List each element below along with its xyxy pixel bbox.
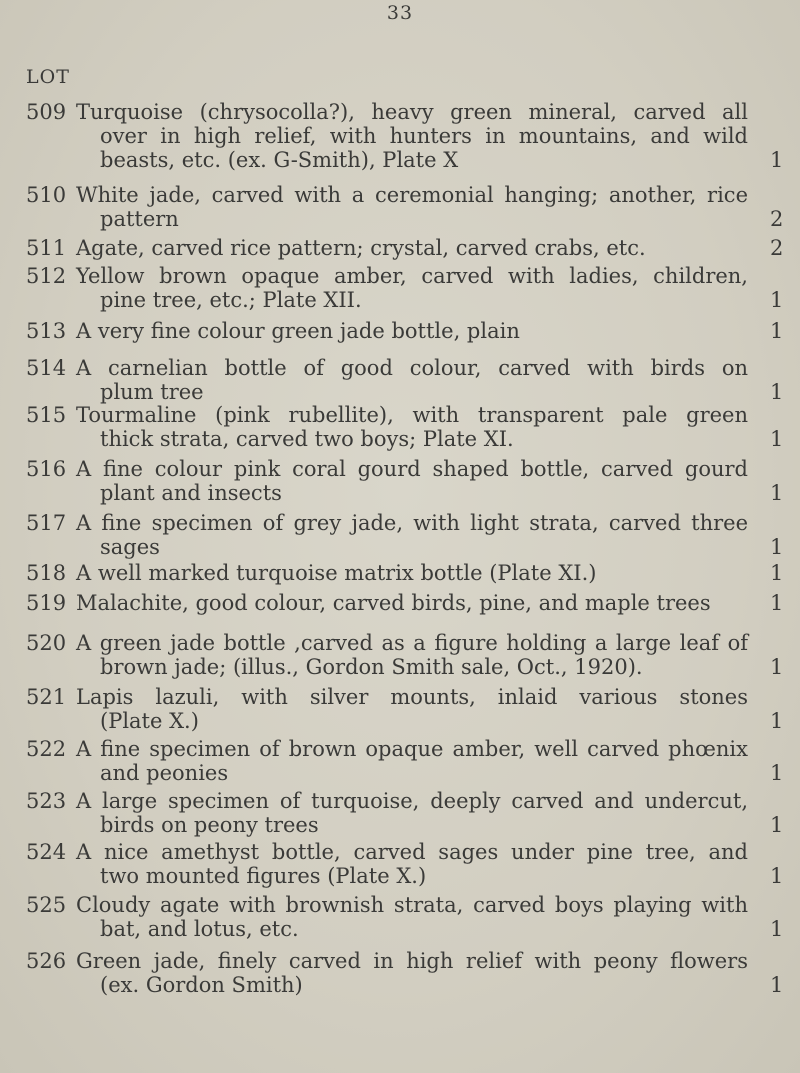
lot-description [76,319,748,343]
lot-number: 516 [26,457,67,481]
description-line: and peonies [100,761,229,785]
lot-quantity: 1 [770,535,784,559]
lot-quantity: 1 [770,917,784,941]
lot-quantity: 1 [770,655,784,679]
lot-quantity: 1 [770,427,784,451]
lot-description [76,561,748,585]
lot-number: 525 [26,893,67,917]
lot-number: 510 [26,183,67,207]
lot-description [76,183,748,231]
lot-number: 513 [26,319,67,343]
lot-number: 517 [26,511,67,535]
lot-description [76,100,748,172]
description-line: Turquoise (chrysocolla?), heavy green mineral, carved all [76,100,748,124]
description-line: White jade, carved with a ceremonial hanging; another, rice [76,183,748,207]
description-line: pine tree, etc.; Plate XII. [100,288,362,312]
lot-description [76,403,748,451]
lot-quantity: 1 [770,864,784,888]
description-line: (Plate X.) [100,709,199,733]
lot-description [76,737,748,785]
lot-quantity: 1 [770,481,784,505]
description-line: A nice amethyst bottle, carved sages under pine tree, and [76,840,748,864]
description-line: brown jade; (illus., Gordon Smith sale, Oct., 1920). [100,655,643,679]
description-line: A fine colour pink coral gourd shaped bottle, carved gourd [76,457,748,481]
lot-description [76,264,748,312]
lot-description [76,631,748,679]
description-line: A fine specimen of brown opaque amber, well carved phœnix [76,737,748,761]
lot-quantity: 1 [770,973,784,997]
description-line: A fine specimen of grey jade, with light strata, carved three [76,511,748,535]
lot-number: 520 [26,631,67,655]
lot-quantity: 1 [770,288,784,312]
lot-quantity: 1 [770,709,784,733]
lot-quantity: 1 [770,591,784,615]
description-line: Lapis lazuli, with silver mounts, inlaid various stones [76,685,748,709]
lot-number: 523 [26,789,67,813]
lot-description [76,685,748,733]
description-line: two mounted figures (Plate X.) [100,864,427,888]
description-line: Cloudy agate with brownish strata, carved boys playing with [76,893,748,917]
lot-description [76,789,748,837]
description-line: A green jade bottle ,carved as a figure holding a large leaf of [76,631,748,655]
description-line: pattern [100,207,179,231]
lot-description [76,457,748,505]
description-line: A large specimen of turquoise, deeply carved and undercut, [76,789,748,813]
lot-number: 522 [26,737,67,761]
description-line: birds on peony trees [100,813,319,837]
lot-number: 518 [26,561,67,585]
description-line: bat, and lotus, etc. [100,917,299,941]
lot-description [76,236,748,260]
lot-number: 519 [26,591,67,615]
description-line: thick strata, carved two boys; Plate XI. [100,427,514,451]
description-line: Malachite, good colour, carved birds, pine, and maple trees [76,591,711,615]
lot-quantity: 2 [770,236,784,260]
description-line: plant and insects [100,481,282,505]
description-line: Agate, carved rice pattern; crystal, carved crabs, etc. [76,236,646,260]
lot-quantity: 2 [770,207,784,231]
description-line: Yellow brown opaque amber, carved with ladies, children, [76,264,748,288]
lot-quantity: 1 [770,380,784,404]
lot-quantity: 1 [770,319,784,343]
lot-description [76,949,748,997]
lot-quantity: 1 [770,761,784,785]
description-line: A carnelian bottle of good colour, carved with birds on [76,356,748,380]
lot-number: 521 [26,685,67,709]
lot-description [76,511,748,559]
lot-quantity: 1 [770,561,784,585]
page-number: 33 [386,2,414,24]
lot-quantity: 1 [770,148,784,172]
lot-number: 511 [26,236,67,260]
description-line: sages [100,535,160,559]
description-line: plum tree [100,380,204,404]
lot-number: 524 [26,840,67,864]
lot-number: 512 [26,264,67,288]
lot-number: 515 [26,403,67,427]
description-line: Green jade, finely carved in high relief with peony flowers [76,949,748,973]
lot-description [76,356,748,404]
description-line: (ex. Gordon Smith) [100,973,303,997]
lot-description [76,591,748,615]
lot-number: 509 [26,100,67,124]
lot-description [76,893,748,941]
description-line: A well marked turquoise matrix bottle (Plate XI.) [76,561,597,585]
lot-number: 526 [26,949,67,973]
lot-column-heading: LOT [26,66,70,88]
lot-quantity: 1 [770,813,784,837]
description-line: Tourmaline (pink rubellite), with transparent pale green [76,403,748,427]
lot-description [76,840,748,888]
lot-number: 514 [26,356,67,380]
description-line: A very fine colour green jade bottle, plain [76,319,520,343]
description-line: over in high relief, with hunters in mountains, and wild [100,124,748,148]
description-line: beasts, etc. (ex. G-Smith), Plate X [100,148,459,172]
